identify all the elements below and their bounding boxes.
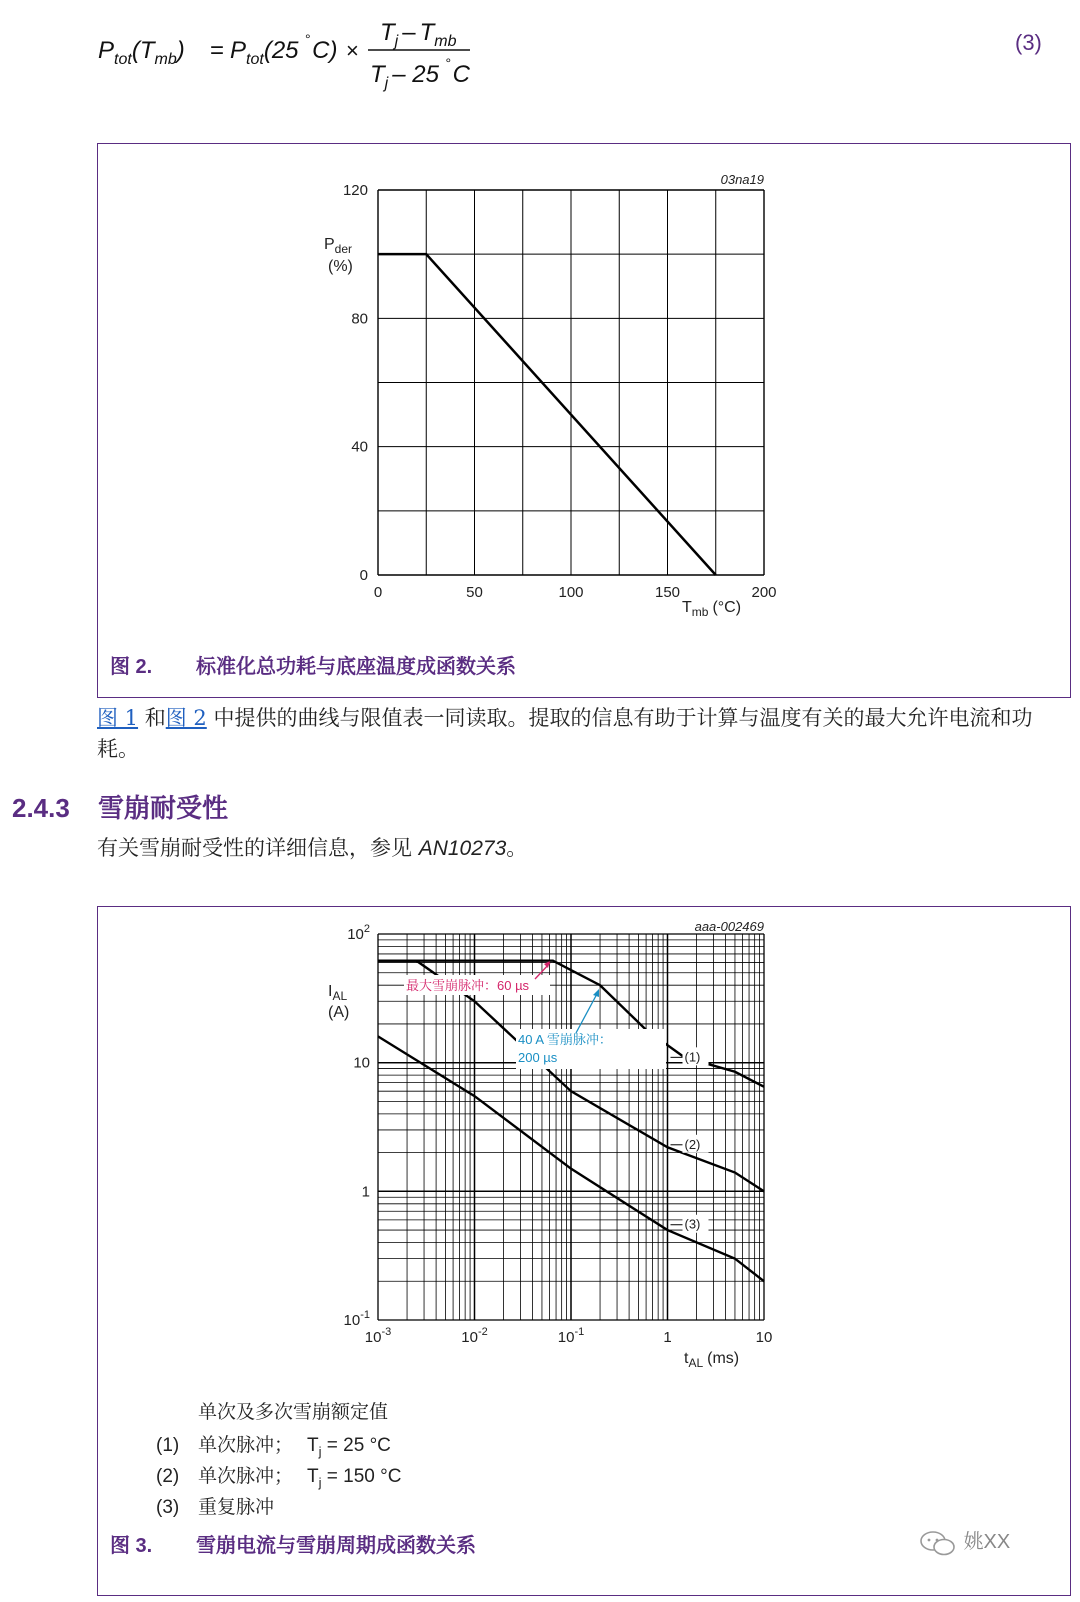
formula-rhs-deg: ° bbox=[304, 31, 311, 47]
y-axis-label: $P_{der}$ bbox=[324, 236, 353, 256]
figure-3-chart bbox=[98, 907, 1070, 1397]
formula-times: × bbox=[346, 38, 359, 63]
y-tick-label: 10 bbox=[353, 1054, 370, 1072]
x-tick-label: 0 bbox=[373, 584, 383, 601]
x-tick-label: 200 bbox=[751, 584, 777, 601]
formula-rhs-sub: tot bbox=[246, 51, 264, 68]
formula-svg bbox=[98, 10, 998, 100]
svg-text:Tj– 25°C bbox=[370, 55, 471, 92]
x-tick-label: 10 bbox=[755, 1329, 773, 1346]
annotation-40a-line1: 40 A 雪崩脉冲： bbox=[518, 1032, 612, 1047]
note-1: (1) 单次脉冲； $T_j = 25$ °C bbox=[156, 1434, 391, 1459]
y-tick-label: $10^2$ bbox=[347, 923, 370, 943]
formula-num-minus: – bbox=[402, 19, 416, 46]
annotation-max-pulse-text: 最大雪崩脉冲：60 µs bbox=[406, 978, 530, 993]
series-label-2: (2) bbox=[684, 1136, 701, 1152]
formula-num-a: T bbox=[380, 19, 395, 46]
watermark bbox=[918, 1525, 1010, 1557]
formula-num-a-sub: j bbox=[394, 33, 399, 50]
y-tick-label: 0 bbox=[359, 567, 368, 584]
note-2: (2) 单次脉冲； $T_j = 150$ °C bbox=[156, 1465, 402, 1490]
formula-equals: = bbox=[210, 37, 225, 64]
section-text: 有关雪崩耐受性的详细信息，参见 AN10273。 bbox=[97, 836, 528, 860]
x-tick-label: 150 bbox=[654, 584, 681, 601]
x-axis-label: $T_{mb}$ (°C) bbox=[682, 599, 742, 619]
svg-text:Tj–Tmb bbox=[380, 19, 457, 50]
x-tick-label: $10^{-2}$ bbox=[461, 1326, 488, 1346]
y-tick-label: 80 bbox=[351, 310, 368, 328]
note-3: (3) 重复脉冲 bbox=[156, 1496, 275, 1518]
y-axis-unit: (%) bbox=[328, 258, 353, 275]
figure-2-caption: 图 2. 标准化总功耗与底座温度成函数关系 bbox=[110, 656, 516, 678]
formula-3 bbox=[98, 10, 998, 100]
formula-rhs: P bbox=[230, 37, 247, 64]
formula-lhs-sub: tot bbox=[114, 51, 132, 68]
figure-2-box bbox=[97, 143, 1071, 698]
figure-3-box bbox=[97, 906, 1071, 1596]
reference-an10273: AN10273 bbox=[418, 837, 507, 860]
annotation-40a-line2: 200 µs bbox=[518, 1050, 558, 1065]
svg-text:Ptot(25°C): $P_{tot}(25$ °C) bbox=[230, 31, 338, 68]
series-label-3: (3) bbox=[684, 1216, 701, 1232]
x-tick-label: 1 bbox=[663, 1329, 672, 1346]
chart-code: aaa-002469 bbox=[694, 919, 764, 934]
formula-lhs-arg: T bbox=[139, 37, 155, 64]
formula-den-a-sub: j bbox=[384, 75, 389, 92]
annotation-40a-arrow bbox=[576, 992, 598, 1033]
x-tick-label: $10^{-3}$ bbox=[364, 1326, 392, 1346]
formula-rhs-unit: C bbox=[312, 37, 330, 64]
formula-den-deg: ° bbox=[444, 55, 451, 71]
formula-lhs-arg-sub: mb bbox=[154, 51, 177, 68]
formula-rhs-arg: 25 bbox=[271, 37, 299, 64]
arrow-head-icon bbox=[593, 989, 599, 997]
y-tick-label: 40 bbox=[351, 438, 368, 456]
formula-den-a: T bbox=[370, 61, 385, 88]
formula-num-b: T bbox=[419, 19, 435, 46]
series-label-1: (1) bbox=[684, 1049, 701, 1065]
chart-code: 03na19 bbox=[720, 172, 764, 187]
formula-den-unit: C bbox=[452, 61, 470, 88]
svg-text:Ptot(Tmb): $P_{tot}(T_{mb})$ bbox=[98, 37, 185, 68]
wechat-icon bbox=[918, 1529, 958, 1557]
y-tick-label: $10^{-1}$ bbox=[343, 1309, 370, 1329]
x-tick-label: 50 bbox=[466, 584, 483, 601]
figure-3-caption: 图 3. 雪崩电流与雪崩周期成函数关系 bbox=[110, 1535, 476, 1557]
section-heading: 2.4.3 雪崩耐受性 bbox=[12, 793, 229, 823]
link-figure-1[interactable]: 图 1 bbox=[97, 706, 139, 730]
series-line bbox=[378, 254, 716, 575]
chart-grid bbox=[378, 190, 764, 575]
y-tick-label: 120 bbox=[342, 182, 368, 199]
y-axis-unit: (A) bbox=[328, 1004, 350, 1021]
paragraph-figures-reference: 图 1 和图 2 中提供的曲线与限值表一同读取。提取的信息有助于计算与温度有关的最大允许电流和功耗。 bbox=[97, 706, 1033, 761]
equation-number: (3) bbox=[1015, 30, 1042, 55]
notes-title: 单次及多次雪崩额定值 bbox=[198, 1401, 389, 1423]
y-tick-label: 1 bbox=[361, 1183, 370, 1201]
x-axis-label: $t_{AL}$ (ms) bbox=[684, 1350, 740, 1370]
link-figure-2[interactable]: 图 2 bbox=[165, 706, 207, 730]
watermark-text: 姚XX bbox=[963, 1531, 1011, 1553]
figure-2-chart bbox=[98, 144, 1070, 644]
formula-num-b-sub: mb bbox=[434, 33, 457, 50]
formula-den-rest: – 25 bbox=[392, 61, 439, 88]
tick-labels bbox=[343, 182, 777, 601]
y-axis-label: $I_{AL}$ bbox=[328, 983, 348, 1003]
x-tick-label: 100 bbox=[558, 584, 584, 601]
x-tick-label: $10^{-1}$ bbox=[557, 1326, 585, 1346]
formula-lhs: P bbox=[98, 37, 115, 64]
